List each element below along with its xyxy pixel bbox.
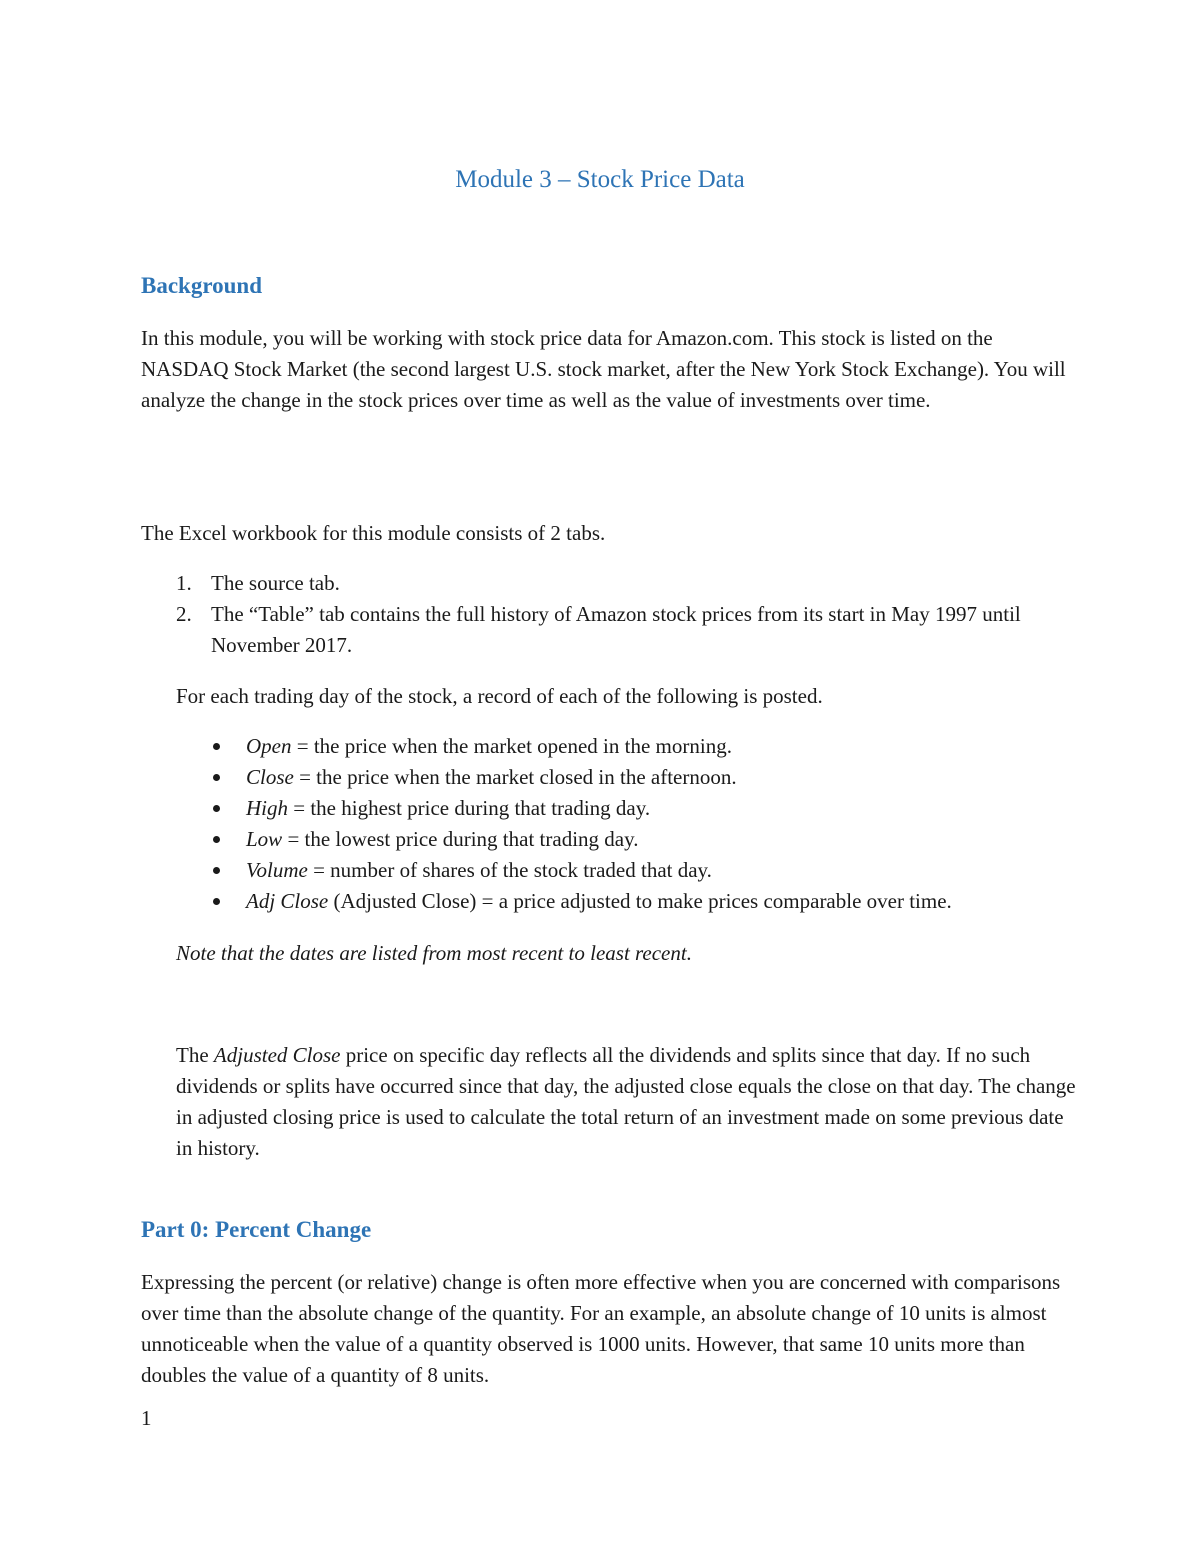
list-item <box>210 793 1090 824</box>
bullet-icon <box>213 867 220 874</box>
fields-list <box>210 731 1090 917</box>
list-item <box>210 886 1090 917</box>
field-description: = the price when the market closed in the afternoon. <box>293 765 737 789</box>
bullet-icon <box>213 805 220 812</box>
list-item <box>176 599 1056 661</box>
workbook-intro: The Excel workbook for this module consists of 2 tabs. <box>141 521 606 545</box>
dates-note-text: Note that the dates are listed from most recent to least recent. <box>176 941 692 965</box>
field-term: Open <box>246 734 292 758</box>
list-item <box>210 762 1090 793</box>
field-description: = the lowest price during that trading day. <box>282 827 639 851</box>
page-number: 1 <box>141 1406 152 1430</box>
field-term: Close <box>246 765 294 789</box>
adjusted-close-paragraph <box>176 1040 1076 1164</box>
list-number: 2. <box>176 602 192 626</box>
field-description: = the highest price during that trading day. <box>288 796 651 820</box>
adjusted-post: price on specific day reflects all the dividends and splits since that day. If no such dividends or splits have occurred since that day, the adjusted close equals the close on that day. The change in adjusted closing price is used to calculate the total return of an investment made on some previous date in history. <box>176 1043 1076 1160</box>
field-description: = number of shares of the stock traded that day. <box>307 858 712 882</box>
background-paragraph: In this module, you will be working with stock price data for Amazon.com. This stock is listed on the NASDAQ Stock Market (the second largest U.S. stock market, after the New York Stock Exchange). You will analyze the change in the stock prices over time as well as the value of investments over time. <box>141 326 1066 412</box>
adjusted-pre: The <box>176 1043 214 1067</box>
bullet-icon <box>213 898 220 905</box>
list-item <box>176 568 1056 599</box>
field-description: (Adjusted Close) = a price adjusted to make prices comparable over time. <box>328 889 952 913</box>
list-item <box>210 855 1090 886</box>
record-intro: For each trading day of the stock, a record of each of the following is posted. <box>176 684 823 708</box>
list-item <box>210 824 1090 855</box>
bullet-icon <box>213 774 220 781</box>
field-description: = the price when the market opened in the morning. <box>291 734 732 758</box>
list-text: The “Table” tab contains the full history of Amazon stock prices from its start in May 1997 until November 2017. <box>211 602 1021 657</box>
page-title: Module 3 – Stock Price Data <box>455 166 745 193</box>
part0-paragraph: Expressing the percent (or relative) change is often more effective when you are concerned with comparisons over time than the absolute change of the quantity. For an example, an absolute change of 10 units is almost unnoticeable when the value of a quantity observed is 1000 units. However, that same 10 units more than doubles the value of a quantity of 8 units. <box>141 1270 1061 1387</box>
tabs-list <box>176 568 1056 661</box>
dates-note <box>176 938 1076 969</box>
list-text: The source tab. <box>211 571 340 595</box>
list-number: 1. <box>176 571 192 595</box>
bullet-icon <box>213 743 220 750</box>
part0-heading: Part 0: Percent Change <box>141 1217 372 1242</box>
field-term: High <box>246 796 288 820</box>
field-term: Volume <box>246 858 308 882</box>
list-item <box>210 731 1090 762</box>
background-heading: Background <box>141 273 263 298</box>
field-term: Adj Close <box>246 889 329 913</box>
bullet-icon <box>213 836 220 843</box>
field-term: Low <box>246 827 283 851</box>
adjusted-term: Adjusted Close <box>213 1043 341 1067</box>
